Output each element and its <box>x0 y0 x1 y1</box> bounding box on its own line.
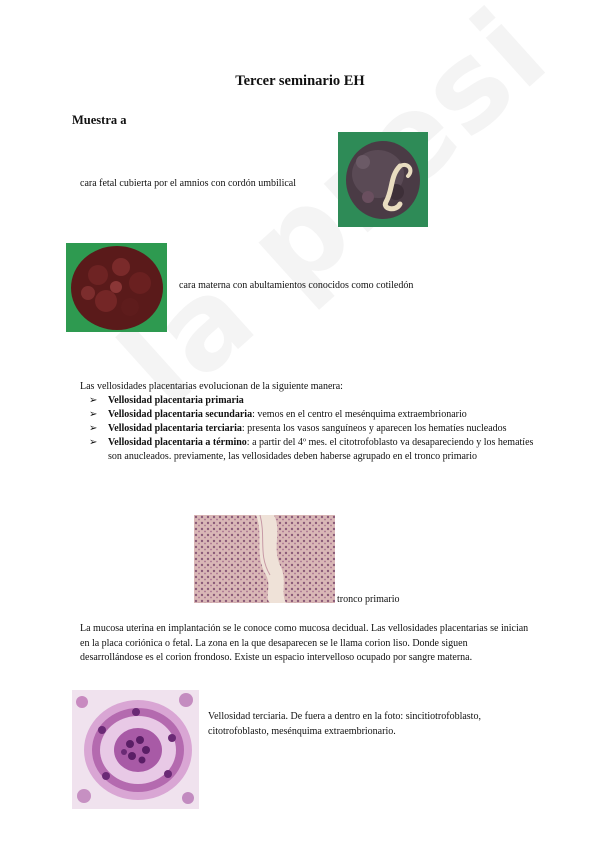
arrow-bullet-icon: ➢ <box>89 437 98 448</box>
villi-item-terciaria <box>80 422 540 436</box>
arrow-bullet-icon: ➢ <box>89 395 98 406</box>
caption-tronco-primario: tronco primario <box>337 594 400 605</box>
placenta-maternal-face-image <box>66 243 167 332</box>
villi-intro: Las vellosidades placentarias evolucionan de la siguiente manera: <box>80 381 343 392</box>
villi-desc: : a partir del 4º mes. el citotrofoblasto va desapareciendo y los hematíes son anucleados. previamente, las vellosidades deben haberse agrupado en el tronco primario <box>108 437 534 462</box>
document-title: Tercer seminario EH <box>235 73 365 89</box>
caption-maternal-face: cara materna con abultamientos conocidos como cotiledón <box>179 280 414 291</box>
villi-desc: : presenta los vasos sanguíneos y aparecen los hematíes nucleados <box>241 423 507 434</box>
caption-tertiary-villus: Vellosidad terciaria. De fuera a dentro en la foto: sincitiotrofoblasto, citotrofoblasto, mesénquima extraembrionario. <box>208 711 481 737</box>
section-heading: Muestra a <box>72 113 127 127</box>
villi-item-primaria <box>80 394 540 408</box>
tertiary-villus-histology-image <box>72 690 199 809</box>
villi-list <box>80 394 540 464</box>
tronco-primario-histology-image <box>194 515 335 603</box>
villi-term: Vellosidad placentaria a término <box>108 437 247 448</box>
villi-item-termino <box>80 436 540 464</box>
decidua-paragraph: La mucosa uterina en implantación se le conoce como mucosa decidual. Las vellosidades placentarias se inician en la placa coriónica o fetal. La zona en la que desaparecen se le llama corion liso. Donde siguen desarrollándose es el corion frondoso. Existe un espacio intervelloso ocupado por sangre materna. <box>80 623 529 663</box>
villi-term: Vellosidad placentaria terciaria <box>108 423 242 434</box>
villi-term: Vellosidad placentaria secundaria <box>108 409 253 420</box>
villi-desc: : vemos en el centro el mesénquima extraembrionario <box>252 409 467 420</box>
villi-term: Vellosidad placentaria primaria <box>108 395 244 406</box>
villi-item-secundaria <box>80 408 540 422</box>
arrow-bullet-icon: ➢ <box>89 409 98 420</box>
arrow-bullet-icon: ➢ <box>89 423 98 434</box>
watermark <box>95 0 574 433</box>
placenta-fetal-face-image <box>338 132 428 227</box>
caption-fetal-face: cara fetal cubierta por el amnios con cordón umbilical <box>80 178 297 189</box>
